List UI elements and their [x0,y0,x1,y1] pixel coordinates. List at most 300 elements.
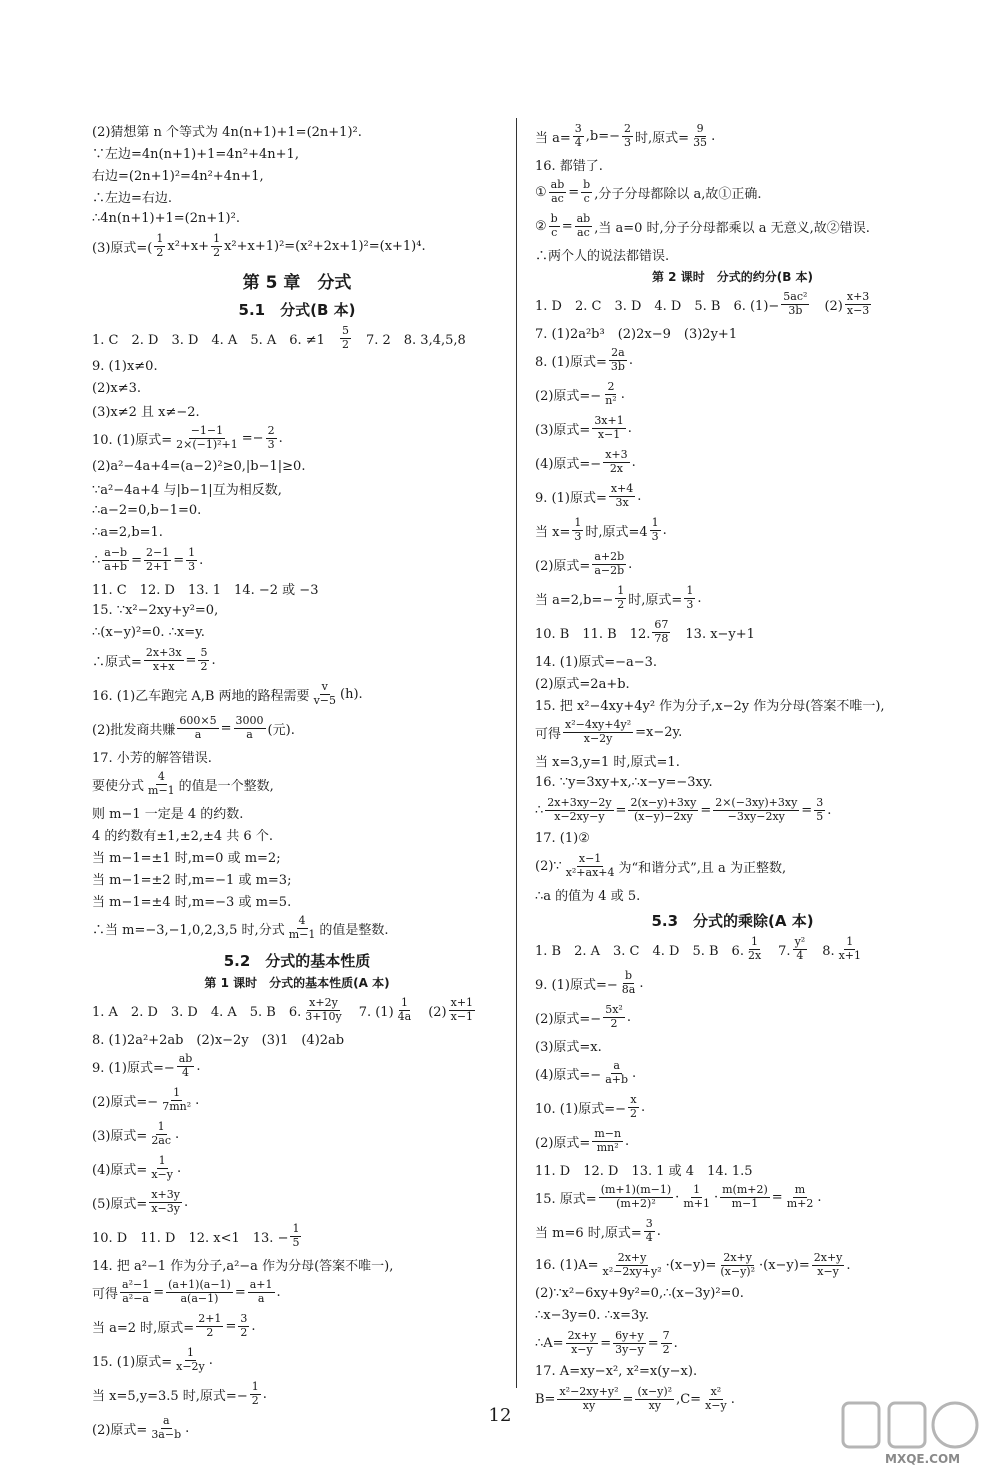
numerator: 67 [654,617,669,631]
denominator: 2 [630,1106,638,1120]
text-run: 要使分式 [92,778,145,794]
numerator: 2−1 [146,545,170,559]
denominator: x−2xy−y [554,809,605,823]
denominator: 2+1 [146,559,170,573]
text-run: 时,原式=4 [585,524,648,540]
answer-line [535,828,930,848]
numerator: a²−1 [122,1277,150,1291]
text-run: . [730,1391,735,1407]
fraction [186,547,197,573]
answer-line [92,1254,502,1274]
answer-line [535,1283,930,1303]
text-run: 7. (1)2a²b³ (2)2x−9 (3)2y+1 [535,326,738,342]
denominator: a [246,727,253,741]
denominator: 4 [182,1065,190,1079]
numerator: m−n [594,1126,622,1140]
text-run: = [225,1318,237,1334]
text-run: 1. A 2. D 3. D 4. A 5. B 6. [92,1004,302,1020]
text-run: = [568,184,580,200]
text-run: 5.2 分式的基本性质 [223,952,371,970]
denominator: x−2y [583,731,613,745]
text-run: 当 a= [535,130,571,146]
text-run: 1. C 2. D 3. D 4. A 5. A 6. ≠1 [92,332,338,348]
answer-line [92,400,502,420]
text-run: 10. B 11. B 12. [535,626,651,642]
fraction [144,547,171,573]
text-run: (2)原式=− [535,1011,602,1027]
text-run: (2)x≠3. [92,380,142,396]
text-run: . [639,975,644,991]
numerator: 5 [200,645,208,659]
text-run: . [631,454,636,470]
fraction [573,123,584,149]
text-run: B= [535,1391,556,1407]
denominator: (x−y)² [720,1264,755,1278]
text-run: · [713,1189,719,1205]
fraction [198,647,209,673]
fraction [177,1053,195,1079]
denominator: v−5 [313,693,336,707]
numerator: b [583,177,591,191]
answer-line [92,846,502,866]
answer-line [92,1412,502,1444]
text-run: · [675,1189,680,1205]
denominator: 2 [156,245,164,259]
denominator: mn² [596,1140,619,1154]
fraction [644,1218,655,1244]
numerator: 3 [816,795,824,809]
numerator: 1 [173,1085,181,1099]
text-run: 则 m−1 一定是 4 的约数. [92,806,244,822]
denominator: ac [551,191,564,205]
fraction [120,1279,151,1305]
numerator: 2x+y [567,1328,597,1342]
denominator: x−y [571,1342,593,1356]
answer-line [92,230,502,262]
text-run: 9. (1)原式=− [535,977,618,993]
text-run: . [251,1318,256,1334]
numerator: −1−1 [190,423,224,437]
fraction [234,715,266,741]
text-run: (2)原式=− [92,1094,159,1110]
text-run: (3)原式=( [92,240,153,256]
text-run: = [615,802,627,818]
text-run: 当 m−1=±4 时,m=−3 或 m=5. [92,894,292,910]
text-run: ,当 a=0 时,分子分母都乘以 a 无意义,故②错误. [594,220,870,236]
numerator: m(m+2) [722,1182,768,1196]
numerator: a+1 [249,1277,273,1291]
denominator: m−1 [731,1196,759,1210]
numerator: 1 [693,1182,701,1196]
fraction [652,619,670,645]
text-run: (h). [340,686,363,702]
denominator: 2 [341,337,349,351]
fraction [564,853,617,879]
numerator: 3 [645,1216,653,1230]
text-run: . [662,522,667,538]
fraction [545,797,613,823]
text-run: ∴a=2,b=1. [92,524,163,540]
numerator: 1 [751,934,759,948]
answer-line [535,210,930,242]
answer-line [92,456,502,476]
text-run: . [262,1386,267,1402]
numerator: 4 [298,913,306,927]
denominator: m−1 [148,783,175,797]
answer-line [535,1215,930,1247]
text-run: . [183,1194,189,1210]
numerator: 2 [624,121,632,135]
text-run: 为“和谐分式”,且 a 为正整数, [618,860,787,876]
text-run: = [622,1391,634,1407]
answer-line [535,1057,930,1089]
text-run: 10. (1)原式=− [535,1101,627,1117]
text-run: 当 x=3,y=1 时,原式=1. [535,754,680,770]
answer-line [535,850,930,882]
answer-line [92,478,502,498]
fraction [303,997,343,1023]
answer-line [535,120,930,152]
denominator: 4a [397,1009,412,1023]
answer-line [92,120,502,140]
numerator: ab [178,1051,193,1065]
answer-line [92,622,502,642]
denominator: a−2b [594,563,625,577]
text-run: . [628,352,634,368]
numerator: b [550,211,558,225]
denominator: a(a−1) [180,1291,219,1305]
fraction [196,1313,223,1339]
fraction [609,483,635,509]
numerator: a [162,1413,170,1427]
numerator: ab [550,177,565,191]
fraction [174,425,240,451]
numerator: 1 [400,995,408,1009]
answer-line [92,322,502,354]
text-run: = [801,802,813,818]
denominator: m−1 [288,927,316,941]
text-run: ① [535,184,547,200]
text-run: 当 a=2 时,原式= [92,1320,195,1336]
answer-line [535,967,930,999]
answer-line [535,154,930,174]
fraction [102,547,129,573]
denominator: 3 [651,529,659,543]
text-run: ,分子分母都除以 a,故①正确. [594,186,762,202]
fraction [312,681,338,707]
text-run: ∴x−3y=0. ∴x=3y. [535,1307,650,1323]
fraction [603,1004,625,1030]
numerator: m [794,1182,806,1196]
fraction [812,1252,845,1278]
fraction [628,1094,639,1120]
answer-line [535,616,930,648]
numerator: x [630,1092,637,1106]
denominator: x²+ax+4 [565,865,615,879]
fraction [720,1184,770,1210]
denominator: 2ac [151,1133,172,1147]
numerator: b [625,968,633,982]
answer-line [92,164,502,184]
answer-line [92,578,502,598]
fraction [290,1223,301,1249]
text-run: (元). [267,722,295,738]
fraction [154,233,165,259]
denominator: 3 [267,437,275,451]
answer-line [535,322,930,342]
answer-line [535,176,930,208]
denominator: m+2 [786,1196,814,1210]
fraction [781,291,809,317]
denominator: 3 [574,529,582,543]
fraction [620,970,638,996]
fraction [746,936,763,962]
numerator: x+4 [610,481,634,495]
right-column [535,118,930,1417]
denominator: xy [582,1398,596,1412]
text-run: 15. 原式= [535,1191,597,1207]
text-run: 当 a=2,b=− [535,592,614,608]
numerator: x−1 [578,851,602,865]
text-run: ∴左边=右边. [92,190,173,206]
answer-line [535,750,930,770]
denominator: 5 [292,1235,300,1249]
answer-line [535,650,930,670]
watermark-text: MXQE.COM [885,1452,961,1466]
numerator: y² [794,934,806,948]
text-run: (2) [811,298,843,314]
fraction [149,1415,183,1441]
answer-line [92,746,502,766]
text-run: . [656,1223,661,1239]
numerator: x+3 [846,289,870,303]
denominator: a [257,1291,265,1305]
text-run: 15. 把 x²−4xy+4y² 作为分子,x−2y 作为分母(答案不唯一), [535,698,885,714]
text-run: 当 m=6 时,原式= [535,1225,642,1241]
fraction [581,179,592,205]
fraction [681,1184,712,1210]
fraction [592,1128,623,1154]
numerator: 1 [651,515,659,529]
fraction [603,449,629,475]
denominator: x+1 [838,948,862,962]
denominator: 4 [574,135,582,149]
answer-line [535,1035,930,1055]
text-run: . [827,802,832,818]
text-run: ∴原式= [92,654,142,670]
answer-line [92,868,502,888]
denominator: x²−2xy+y² [602,1264,662,1278]
denominator: c [551,225,558,239]
fraction [238,1313,249,1339]
text-run: (2)原式= [535,558,591,574]
answer-line [535,884,930,904]
denominator: n² [605,393,617,407]
answer-line [92,378,502,398]
denominator: 3 [624,135,632,149]
fraction [622,123,633,149]
numerator: 7 [662,1328,670,1342]
numerator: 1 [617,583,625,597]
fraction [691,123,709,149]
answer-line [92,600,502,620]
numerator: 1 [156,231,164,245]
text-run: 14. (1)原式=−a−3. [535,654,658,670]
fraction [557,1386,620,1412]
text-run: . [628,556,633,572]
numerator: 2 [607,379,615,393]
text-run: 9. (1)x≠0. [92,358,158,374]
numerator: 5x² [605,1002,623,1016]
denominator: 2 [610,1016,618,1030]
text-run: 1. D 2. C 3. D 4. D 5. B 6. (1)− [535,298,780,314]
denominator: 78 [654,631,669,645]
denominator: 2x [747,948,762,962]
answer-line [535,480,930,512]
numerator: x² [710,1384,722,1398]
text-run: = [220,720,232,736]
text-run: ② [535,218,547,234]
answer-line [92,994,502,1026]
numerator: v [321,679,328,693]
section-title [92,950,502,971]
chapter-title [92,268,502,293]
text-run: 16. (1)A= [535,1257,599,1273]
text-run: . [711,128,716,144]
denominator: a+b [104,559,128,573]
text-run: 7. (1) [345,1004,394,1020]
text-run: . [625,1133,630,1149]
answer-line [92,712,502,744]
fraction [572,517,583,543]
answer-line [92,1028,502,1048]
denominator: 2×(−1)²+1 [176,437,238,451]
numerator: 5 [341,323,349,337]
numerator: 1 [188,545,196,559]
answer-line [535,1159,930,1179]
text-run: (3)原式=x. [535,1039,602,1055]
numerator: 2x+y [813,1250,843,1264]
denominator: xy [648,1398,661,1412]
denominator: 4 [645,1230,653,1244]
answer-line [535,378,930,410]
left-column [92,118,502,1446]
answer-line [92,678,502,710]
fraction [592,551,626,577]
numerator: (a+1)(a−1) [168,1277,231,1291]
fraction [615,585,626,611]
denominator: 3y−y [615,1342,644,1356]
fraction [793,936,808,962]
numerator: x+3 [605,447,628,461]
numerator: 1 [292,1221,300,1235]
text-run: ∴A= [535,1335,564,1351]
section-title [535,910,930,931]
text-run: ∵a²−4a+4 与|b−1|互为相反数, [92,482,282,498]
text-run: . [195,1092,200,1108]
answer-line [92,500,502,520]
numerator: 600×5 [179,713,217,727]
numerator: 6y+y [615,1328,644,1342]
text-run: = [700,802,712,818]
text-run: . [697,590,702,606]
answer-line [535,1249,930,1281]
answer-line [535,582,930,614]
fraction [146,771,177,797]
answer-line [92,768,502,800]
answer-line [535,1305,930,1325]
numerator: x²−4xy+4y² [565,717,632,731]
text-run: 当 x=5,y=3.5 时,原式=− [92,1388,248,1404]
denominator: (m+2)² [616,1196,656,1210]
denominator: 3x [615,495,629,509]
denominator: x−1 [597,427,621,441]
fraction [340,325,351,351]
text-run: (4)原式=− [535,456,602,472]
text-run: = [561,218,573,234]
text-run: . [637,488,642,504]
answer-line [92,824,502,844]
text-run: = [131,552,143,568]
answer-line [535,933,930,965]
numerator: 4 [157,769,165,783]
text-run: ∴ [92,552,101,568]
denominator: x−3y [151,1201,180,1215]
text-run: (2)原式= [535,1135,591,1151]
text-run: 7. 2 8. 3,4,5,8 [352,332,466,348]
answer-line [92,544,502,576]
numerator: (x−y)² [637,1384,673,1398]
text-run: 13. x−y+1 [672,626,755,642]
text-run: (3)x≠2 且 x≠−2. [92,404,200,420]
answer-line [535,1361,930,1381]
text-run: . [278,430,283,446]
text-run: (4)原式=− [535,1067,602,1083]
lesson-title [92,972,502,992]
text-run: 当 m−1=±1 时,m=0 或 m=2; [92,850,281,866]
text-run: ·(x−y)= [665,1257,717,1273]
section-title [92,299,502,320]
denominator: x−1 [450,1009,474,1023]
text-run: 7. [765,943,791,959]
answer-line [535,548,930,580]
text-run: 16. ∵y=3xy+x,∴x−y=−3xy. [535,774,713,790]
text-run: 9. (1)原式= [535,490,607,506]
denominator: a+b [605,1072,629,1086]
text-run: . [176,1160,182,1176]
text-run: ∴a−2=0,b−1=0. [92,502,202,518]
answer-line [535,244,930,264]
text-run: 8. (1)原式= [535,354,607,370]
numerator: 3x+1 [594,413,624,427]
fraction [149,1189,182,1215]
text-run: (2)∵ [535,858,562,874]
text-run: 第 5 章 分式 [242,273,352,293]
fraction [609,347,627,373]
text-run: . [627,420,632,436]
text-run: 11. D 12. D 13. 1 或 4 14. 1.5 [535,1163,753,1179]
text-run: 10. (1)原式= [92,432,173,448]
fraction [592,415,625,441]
fraction [601,1252,664,1278]
text-run: 16. 都错了. [535,158,603,174]
text-run: = [185,652,197,668]
numerator: 1 [686,583,694,597]
denominator: 3b [788,303,803,317]
denominator: 3+10y [305,1009,342,1023]
fraction [603,1060,630,1086]
answer-line [92,802,502,822]
